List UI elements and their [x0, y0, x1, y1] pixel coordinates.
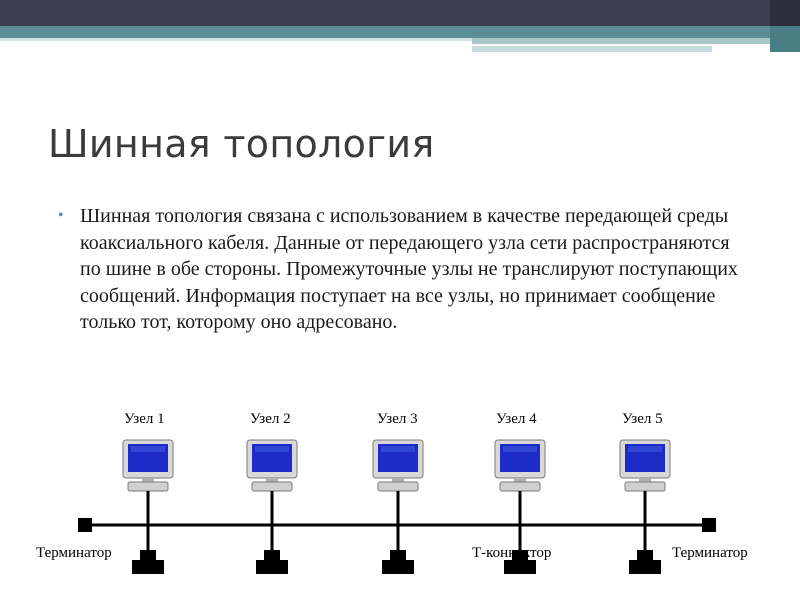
terminator-right: [702, 518, 716, 532]
node-label-4: Узел 4: [496, 411, 537, 427]
bus-topology-diagram: [0, 395, 800, 600]
header-dark-bar: [0, 0, 800, 26]
terminator-label-left: Терминатор: [36, 545, 112, 561]
computer-icon: [123, 440, 173, 574]
node-label-3: Узел 3: [377, 411, 418, 427]
header-teal-corner: [770, 26, 800, 52]
node-label-2: Узел 2: [250, 411, 291, 427]
slide-paragraph: Шинная топология связана с использованием в качестве передающей среды коаксиального кабеля. Данные от передающего узла сети распространяются по шине в обе стороны. Промежуточные узлы не транслируют поступающих сообщений. Информация поступает на все узлы, но принимает сообщение только тот, которому оно адресовано.: [80, 205, 738, 333]
header-light-bar-2: [472, 46, 712, 52]
terminator-label-right: Терминатор: [672, 545, 748, 561]
bullet-icon: •: [58, 207, 64, 224]
computer-icon: [373, 440, 423, 574]
node-label-1: Узел 1: [124, 411, 165, 427]
header-teal-bar: [0, 26, 800, 38]
diagram-graphics: [0, 395, 800, 600]
header-thin-line: [0, 38, 472, 41]
t-connector-label: Т-коннектор: [472, 545, 552, 561]
header-light-bar-1: [472, 38, 770, 44]
computer-icon: [620, 440, 670, 574]
computer-icon: [247, 440, 297, 574]
slide-body: [58, 203, 748, 336]
header-dark-corner: [770, 0, 800, 26]
node-label-5: Узел 5: [622, 411, 663, 427]
terminator-left: [78, 518, 92, 532]
slide-title: Шинная топология: [48, 122, 435, 166]
